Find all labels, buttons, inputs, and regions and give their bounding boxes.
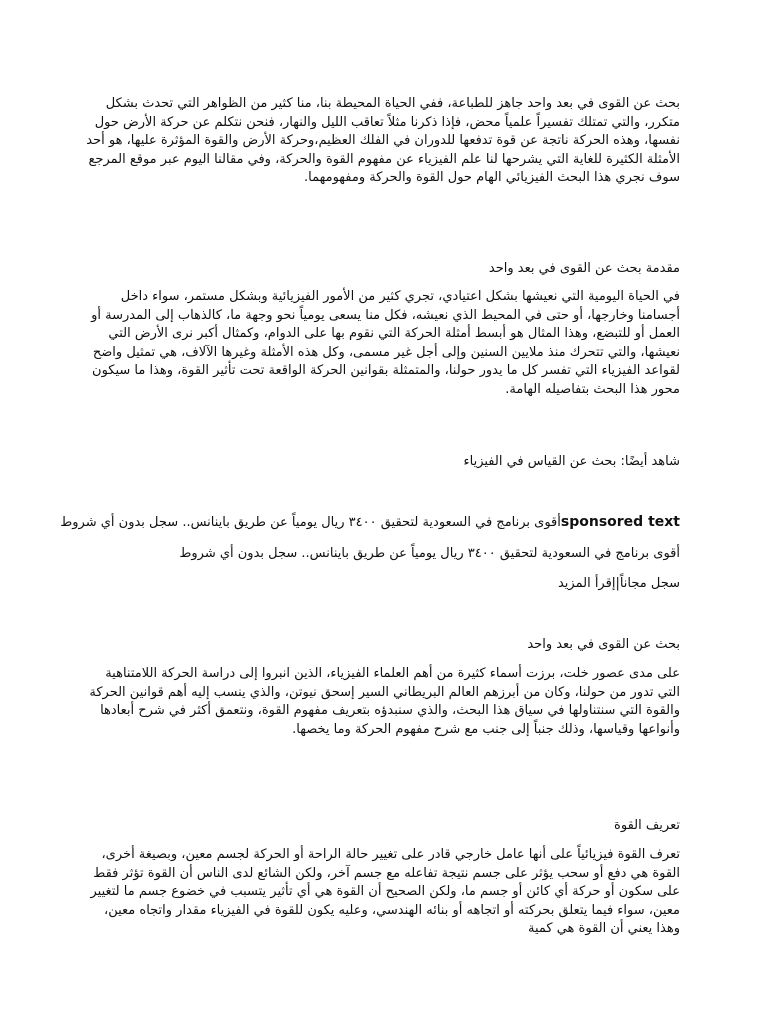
sponsored-ad-line[interactable] [60, 513, 680, 532]
sponsored-ad-text[interactable]: أقوى برنامج في السعودية لتحقيق ٣٤٠٠ ريال يومياً عن طريق باينانس.. سجل بدون أي شروط [60, 515, 561, 530]
read-more-link[interactable]: إقرأ المزيد [557, 576, 616, 591]
introduction-paragraph: في الحياة اليومية التي نعيشها بشكل اعتيادي، تجري كثير من الأمور الفيزيائية وبشكل مستمر، سواء داخل أجسامنا وخارجها، أو حتى في المحيط الذي نعيشه، فكل منا يسعى يومياً نحو وجهة ما، كالذهاب إلى المدرسة أو العمل أو للتبضع، وهذا المثال هو أبسط أمثلة الحركة التي نقوم بها على الدوام، وكمثال أكبر نرى الأرض التي نعيشها، والتي تتحرك منذ ملايين السنين وإلى أجل غير مسمى، وكل هذه الأمثلة وغيرها الآلاف، هي تمثيل واضح لقواعد الفيزياء التي تفسر كل ما يدور حولنا، والمتمثلة بقوانين الحركة الواقعة تحت تأثير القوة، وهذا ما سيكون محور هذا البحث بتفاصيله الهامة. [91, 289, 680, 397]
research-paragraph: على مدى عصور خلت، برزت أسماء كثيرة من أهم العلماء الفيزياء، الذين انبروا إلى دراسة الحركة اللامتناهية التي تدور من حولنا، وكان من أبرزهم العالم البريطاني السير إسحق نيوتن، والذي ينسب إليه أهم قوانين الحركة والقوة التي سنتناولها في سياق هذا البحث، والذي سنبدؤه بتعريف مفهوم القوة، ونتعمق أكثر في شرح أبعادها وأنواعها وقياسها، وذلك جنباً إلى جنب مع شرح مفهوم الحركة وما يخصها. [89, 666, 680, 737]
section-heading-force-definition: تعريف القوة [614, 818, 680, 833]
sponsored-label: sponsored text [560, 514, 680, 530]
ad-description[interactable]: أقوى برنامج في السعودية لتحقيق ٣٤٠٠ ريال يومياً عن طريق باينانس.. سجل بدون أي شروط [179, 546, 680, 561]
force-definition-paragraph: تعرف القوة فيزيائياً على أنها عامل خارجي قادر على تغيير حالة الراحة أو الحركة لجسم معين، وبصيغة أخرى، القوة هي دفع أو سحب يؤثر على جسم نتيجة تفاعله مع جسم آخر، ولكن الشائع لدى الناس أن القوة تؤثر فقط على سكون أو حركة أي كائن أو جسم ما، ولكن الصحيح أن القوة هي أي تأثير يتسبب في خضوع جسم ما لتغيير معين، سواء فيما يتعلق بحركته أو اتجاهه أو بنائه الهندسي، وعليه يكون للقوة في الفيزياء مقدار واتجاه معين، وهذا يعني أن القوة هي كمية [90, 847, 680, 936]
see-also-link[interactable]: شاهد أيضًا: بحث عن القياس في الفيزياء [463, 454, 680, 469]
ad-actions [558, 575, 680, 593]
ad-link-separator: | [615, 576, 620, 591]
section-heading-introduction: مقدمة بحث عن القوى في بعد واحد [488, 261, 680, 276]
intro-paragraph: بحث عن القوى في بعد واحد جاهز للطباعة، ففي الحياة المحيطة بنا، منا كثير من الظواهر التي تحدث بشكل متكرر، والتي تمتلك تفسيراً علمياً محض، فإذا ذكرنا مثلاً تعاقب الليل والنهار، فنحن نتكلم عن حركة الأرض حول نفسها، وهذه الحركة ناتجة عن قوة تدفعها للدوران في الفلك العظيم،وحركة الأرض والقوة المؤثرة عليها، هو أحد الأمثلة الكثيرة للغاية التي يشرحها لنا علم الفيزياء عن مفهوم القوة والحركة، وفي مقالنا اليوم عبر موقع المرجع سوف نجري هذا البحث الفيزيائي الهام حول القوة والحركة ومفهومهما. [86, 96, 680, 185]
register-free-link[interactable]: سجل مجاناً [619, 576, 680, 591]
section-heading-research: بحث عن القوى في بعد واحد [527, 637, 680, 652]
